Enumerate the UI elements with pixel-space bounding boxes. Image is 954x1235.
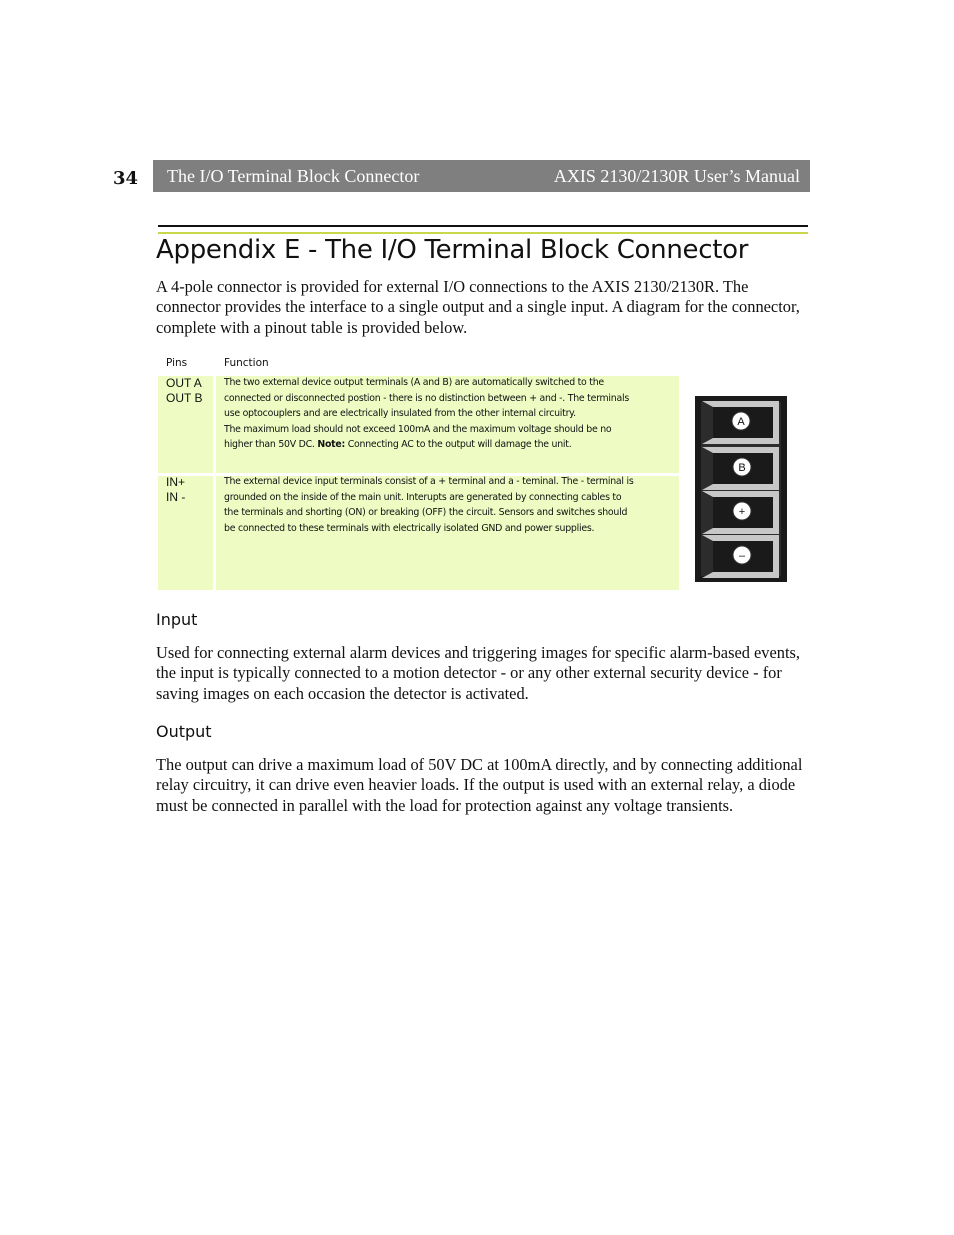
page-number: 34 [113, 168, 139, 189]
output-paragraph: The output can drive a maximum load of 50V DC at 100mA directly, and by connecting additional relay circuitry, it can drive even heavier loads. If the output is used with an external relay, a diode must be connected in parallel with the load for protection against any voltage transients. [156, 755, 803, 815]
terminal-label-plus: + [738, 506, 746, 518]
terminal-slot-plus [702, 491, 779, 534]
function-line-prefix: higher than 50V DC. [224, 439, 315, 451]
function-line: The two external device output terminals (A and B) are automatically switched to the [224, 377, 604, 388]
terminal-slot-b [702, 447, 779, 490]
table-row-input-pins [166, 475, 185, 505]
table-row-output-pins [166, 376, 202, 406]
appendix-title: Appendix E - The I/O Terminal Block Connector [156, 235, 749, 265]
function-line: be connected to these terminals with electrically isolated GND and power supplies. [224, 522, 595, 534]
manual-title: AXIS 2130/2130R User’s Manual [553, 165, 800, 186]
terminal-slot-a [702, 401, 779, 444]
terminal-label-a: A [737, 416, 745, 428]
pin-in-plus: IN+ [166, 475, 186, 489]
title-rule-green [158, 232, 808, 234]
title-rule-black [158, 225, 808, 227]
table-header-function: Function [224, 357, 269, 369]
intro-paragraph: A 4-pole connector is provided for external I/O connections to the AXIS 2130/2130R. The connector provides the interface to a single output and a single input. A diagram for the connector, complete with a pinout table is provided below. [156, 277, 800, 337]
chapter-title: The I/O Terminal Block Connector [167, 165, 420, 186]
note-label: Note: [317, 439, 346, 451]
pin-out-a: OUT A [166, 376, 202, 390]
input-heading: Input [156, 610, 198, 629]
pin-out-b: OUT B [166, 391, 203, 405]
output-heading: Output [156, 722, 212, 741]
function-line: The external device input terminals consist of a + terminal and a - teminal. The - terminal is [224, 476, 634, 487]
table-row-input-function [224, 474, 634, 536]
input-paragraph: Used for connecting external alarm devices and triggering images for specific alarm-based events, the input is typically connected to a motion detector - or any other external security device - for saving images on each occasion the detector is activated. [156, 643, 800, 703]
terminal-label-b: B [738, 462, 746, 474]
table-row-output-function [224, 375, 629, 453]
terminal-slot-minus [702, 535, 779, 578]
note-text: Connecting AC to the output will damage the unit. [347, 439, 572, 451]
pin-in-minus: IN - [166, 490, 186, 504]
function-line: the terminals and shorting (ON) or breaking (OFF) the circuit. Sensors and switches should [224, 507, 628, 519]
table-header-pins: Pins [166, 357, 188, 369]
terminal-label-minus: – [738, 550, 746, 562]
running-header [153, 160, 810, 192]
function-line: connected or disconnected postion - there is no distinction between + and -. The terminals [224, 392, 629, 404]
function-line: grounded on the inside of the main unit. Interupts are generated by connecting cables to [224, 491, 622, 503]
function-line: The maximum load should not exceed 100mA and the maximum voltage should be no [224, 423, 612, 435]
function-line: use optocouplers and are electrically insulated from the other internal circuitry. [224, 408, 576, 420]
terminal-block-diagram [693, 394, 789, 584]
function-line [224, 437, 629, 453]
